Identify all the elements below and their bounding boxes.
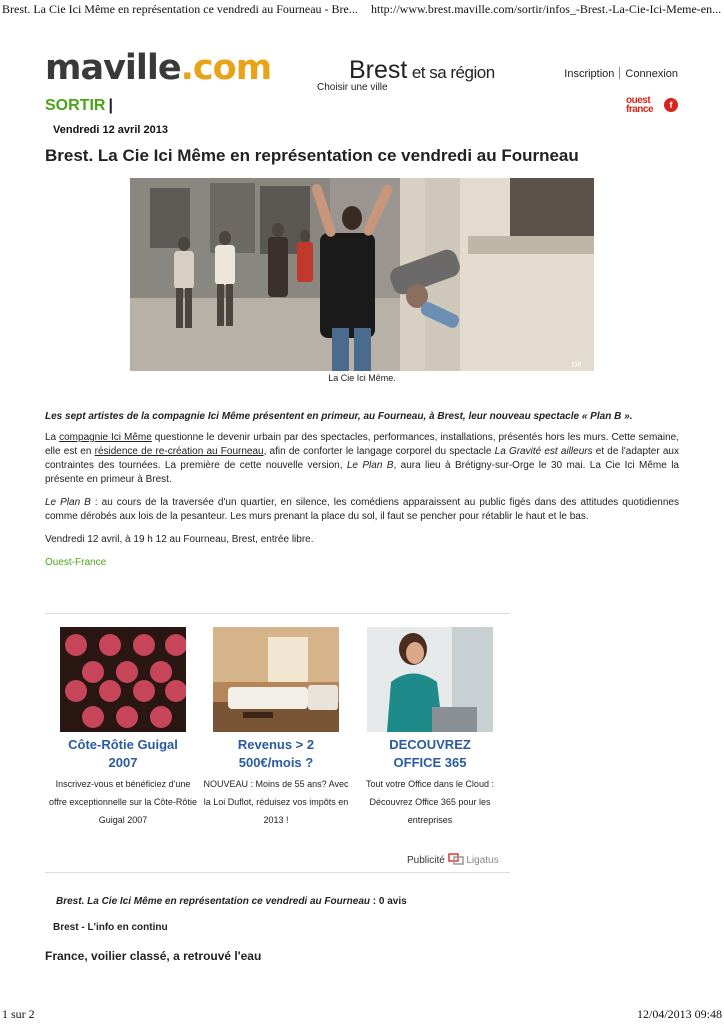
promo-card[interactable] xyxy=(367,627,493,829)
promo-title[interactable]: Revenus > 2 500€/mois ? xyxy=(237,737,315,770)
comments-article-title: Brest. La Cie Ici Même en représentation ce vendredi au Fourneau xyxy=(56,896,370,907)
login-link[interactable]: Connexion xyxy=(625,68,678,80)
office-worker-image xyxy=(367,627,493,732)
article-headline: Brest. La Cie Ici Même en représentation ce vendredi au Fourneau xyxy=(45,146,579,165)
signup-link[interactable]: Inscription xyxy=(564,68,615,80)
print-page-url: http://www.brest.maville.com/sortir/infos_-Brest.-La-Cie-Ici-Meme-en... xyxy=(371,2,722,16)
promo-title[interactable]: DECOUVREZ OFFICE 365 xyxy=(389,737,471,770)
promo-card[interactable] xyxy=(203,627,349,829)
photo-credit: DR xyxy=(571,361,582,369)
ouest-france-wordmark: ouest france xyxy=(626,95,654,115)
print-page-number: 1 sur 2 xyxy=(2,1007,35,1021)
region-title xyxy=(349,56,495,85)
promo-image[interactable] xyxy=(60,627,186,732)
photo-caption: La Cie Ici Même. xyxy=(328,373,396,383)
promo-title[interactable]: Côte-Rôtie Guigal 2007 xyxy=(68,737,178,770)
company-link[interactable]: compagnie Ici Même xyxy=(59,432,152,443)
region-city: Brest xyxy=(349,56,408,84)
promo-text[interactable]: Tout votre Office dans le Cloud : Découvrez Office 365 pour les entreprises xyxy=(366,779,494,825)
section-separator: | xyxy=(108,97,113,114)
ouest-france-mark: f xyxy=(664,98,678,112)
article-photo xyxy=(130,178,594,371)
comments-heading[interactable] xyxy=(56,896,407,907)
logo-ext: .com xyxy=(180,48,272,88)
promo-image[interactable] xyxy=(213,627,339,732)
ouest-france-logo[interactable] xyxy=(626,96,680,118)
article-paragraph: Vendredi 12 avril, à 19 h 12 au Fourneau, Brest, entrée libre. xyxy=(45,534,314,545)
promo-image[interactable] xyxy=(367,627,493,732)
divider xyxy=(45,613,510,614)
article-paragraph: La compagnie Ici Même questionne le devenir urbain par des spectacles, performances, installations, présentés hors les murs. Cette semaine, elle est en résidence de re-création au Fourneau, afin de conforter le langage corporel du spectacle La Gravité est ailleurs et de l'adapter aux contraintes des tournées. La première de cette nouvelle version, Le Plan B, aura lieu à Brétigny-sur-Orge le 30 mai. La Cie Ici Même la présente en primeur à Brest. xyxy=(45,432,679,485)
ad-attribution[interactable] xyxy=(407,853,499,866)
article-date: Vendredi 12 avril 2013 xyxy=(53,124,168,136)
article-source[interactable]: Ouest-France xyxy=(45,557,107,568)
article-paragraph: Le Plan B : au cours de la traversée d'un quartier, en silence, les comédiens apparaissent au public figés dans des attitudes quotidiennes comme dérobés aux lois de la pesanteur. Les murs prenant la place du sol, il faut se pencher pour rétablir le haut et le bas. xyxy=(45,497,679,522)
print-page-title: Brest. La Cie Ici Même en représentation ce vendredi au Fourneau - Bre... xyxy=(2,2,358,16)
section-label[interactable]: SORTIR xyxy=(45,97,106,114)
logo-main: maville xyxy=(45,48,181,88)
publicite-label: Publicité xyxy=(407,855,445,866)
print-footer xyxy=(0,1007,724,1023)
region-suffix: et sa région xyxy=(411,63,495,82)
news-item[interactable]: France, voilier classé, a retrouvé l'eau xyxy=(45,949,262,963)
wine-bottles-image xyxy=(60,627,186,732)
auth-links xyxy=(564,67,678,80)
print-datetime: 12/04/2013 09:48 xyxy=(636,1007,722,1021)
street-performance-image xyxy=(130,178,594,371)
section-heading xyxy=(45,97,113,115)
ligatus-icon xyxy=(448,853,464,865)
print-header xyxy=(0,2,724,18)
divider xyxy=(45,872,510,873)
article-chapo: Les sept artistes de la compagnie Ici Même présentent en primeur, au Fourneau, à Brest, leur nouveau spectacle « Plan B ». xyxy=(45,411,633,422)
comments-count: : 0 avis xyxy=(369,896,407,907)
auth-separator xyxy=(619,67,620,79)
article-body xyxy=(45,410,679,579)
promo-text[interactable]: Inscrivez-vous et bénéficiez d'une offre exceptionnelle sur la Côte-Rôtie Guigal 2007 xyxy=(49,779,197,825)
residence-link[interactable]: résidence de re-création au Fourneau xyxy=(94,446,264,457)
ligatus-label: Ligatus xyxy=(466,855,499,866)
promo-card[interactable] xyxy=(49,627,197,829)
living-room-image xyxy=(213,627,339,732)
promo-text[interactable]: NOUVEAU : Moins de 55 ans? Avec la Loi Duflot, réduisez vos impôts en 2013 ! xyxy=(203,779,349,825)
choose-city-link[interactable]: Choisir une ville xyxy=(317,82,388,93)
site-logo[interactable] xyxy=(45,48,271,88)
info-heading: Brest - L'info en continu xyxy=(53,922,168,933)
